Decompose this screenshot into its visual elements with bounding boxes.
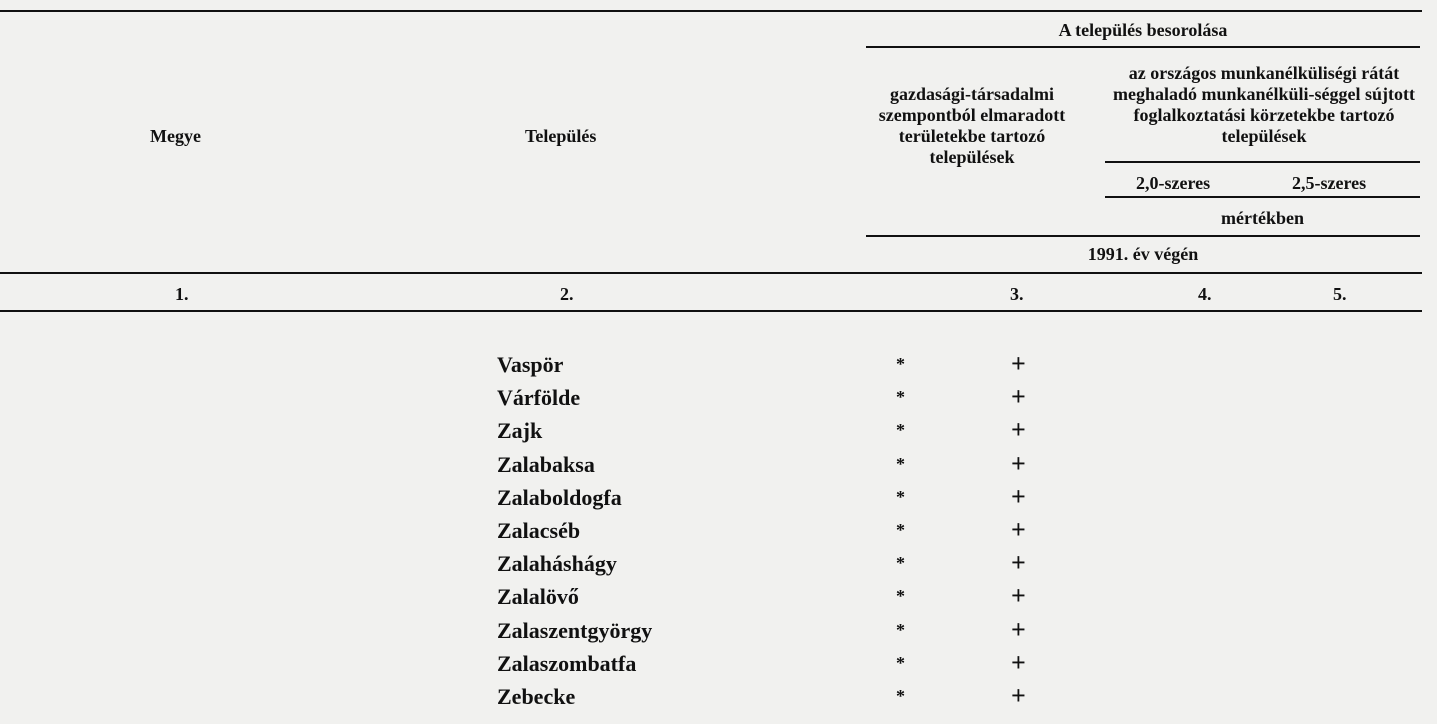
unemployment-mark: +	[1011, 349, 1026, 378]
table-row	[0, 615, 1437, 644]
disadvantaged-mark: *	[896, 454, 905, 474]
settlement-name: Várfölde	[497, 385, 581, 410]
table-row	[0, 449, 1437, 478]
settlement-name: Zalaboldogfa	[497, 485, 622, 510]
disadvantaged-mark: *	[896, 520, 905, 540]
settlement-name: Zalabaksa	[497, 452, 595, 477]
disadvantaged-mark: *	[896, 586, 905, 606]
settlement-name: Zalaszombatfa	[497, 651, 637, 676]
megye-header: Megye	[150, 126, 201, 146]
mertekben-rule	[866, 235, 1420, 237]
disadvantaged-mark: *	[896, 653, 905, 673]
col-number-4: 4.	[1198, 284, 1212, 304]
disadvantaged-mark: *	[896, 420, 905, 440]
table-row	[0, 648, 1437, 677]
szeres-2-header: 2,0-szeres	[1136, 173, 1211, 193]
disadvantaged-mark: *	[896, 487, 905, 507]
table-row	[0, 548, 1437, 577]
munkanelkuliseg-header: az országos munkanélküliségi rátát meghaladó munkanélküli-séggel sújtott foglalkoztatási körzetekbe tartozó települések	[1112, 63, 1416, 146]
col-number-1: 1.	[175, 284, 189, 304]
unemployment-mark: +	[1011, 548, 1026, 577]
numbers-bottom-rule	[0, 310, 1422, 312]
table-row	[0, 382, 1437, 411]
disadvantaged-mark: *	[896, 354, 905, 374]
top-rule	[0, 10, 1422, 12]
header-bottom-rule	[0, 272, 1422, 274]
unemployment-mark: +	[1011, 648, 1026, 677]
settlement-name: Zalaszentgyörgy	[497, 618, 653, 643]
col-number-5: 5.	[1333, 284, 1347, 304]
settlement-name: Zajk	[497, 418, 543, 443]
szeres-rule	[1105, 196, 1420, 198]
disadvantaged-mark: *	[896, 387, 905, 407]
table-row	[0, 349, 1437, 378]
besorolas-rule	[866, 46, 1420, 48]
table-row	[0, 415, 1437, 444]
szeres-25-header: 2,5-szeres	[1292, 173, 1367, 193]
unemployment-mark: +	[1011, 681, 1026, 710]
unemployment-mark: +	[1011, 382, 1026, 411]
unemployment-mark: +	[1011, 515, 1026, 544]
telepules-header: Település	[525, 126, 597, 146]
disadvantaged-mark: *	[896, 620, 905, 640]
settlement-name: Vaspör	[497, 352, 564, 377]
disadvantaged-mark: *	[896, 686, 905, 706]
table-row	[0, 681, 1437, 710]
table-row	[0, 581, 1437, 610]
settlement-name: Zalalövő	[497, 584, 579, 609]
col-number-3: 3.	[1010, 284, 1024, 304]
besorolas-header: A település besorolása	[1058, 20, 1228, 40]
settlement-name: Zalaháshágy	[497, 551, 617, 576]
table-row	[0, 482, 1437, 511]
date-header: 1991. év végén	[1087, 244, 1199, 264]
col-number-2: 2.	[560, 284, 574, 304]
unemployment-mark: +	[1011, 615, 1026, 644]
unemployment-mark: +	[1011, 482, 1026, 511]
col45-rule	[1105, 161, 1420, 163]
table-row	[0, 515, 1437, 544]
mertekben-header: mértékben	[1221, 208, 1304, 228]
elmaradott-header: gazdasági-társadalmi szempontból elmaradott területekbe tartozó települések	[878, 84, 1066, 167]
disadvantaged-mark: *	[896, 553, 905, 573]
unemployment-mark: +	[1011, 415, 1026, 444]
unemployment-mark: +	[1011, 581, 1026, 610]
settlement-name: Zebecke	[497, 684, 576, 709]
unemployment-mark: +	[1011, 449, 1026, 478]
settlement-name: Zalacséb	[497, 518, 581, 543]
